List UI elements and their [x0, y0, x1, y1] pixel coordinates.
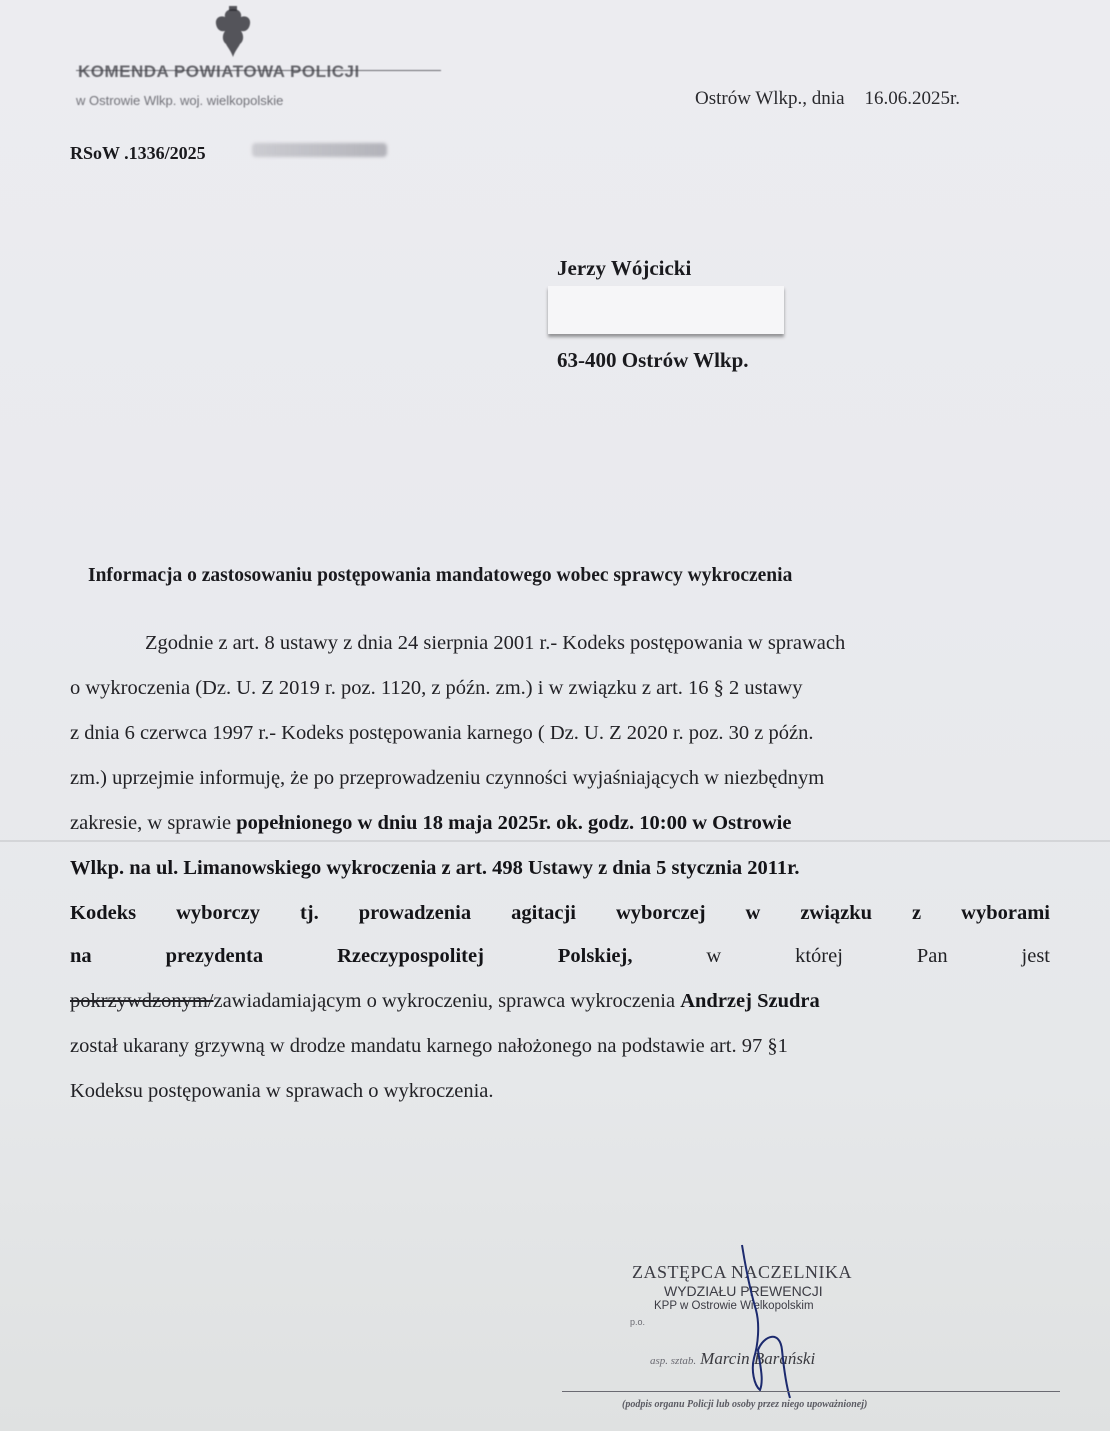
signatory-name: Marcin Barański	[700, 1349, 816, 1368]
word: Kodeks	[70, 902, 137, 924]
word: Pan	[916, 945, 948, 967]
body-line-5-regular: zakresie, w sprawie	[70, 812, 237, 834]
body-line-9	[70, 990, 1050, 1013]
signature-unit: KPP w Ostrowie Wielkopolskim	[654, 1300, 814, 1312]
body-line-7	[70, 902, 1050, 925]
body-line-9-regular: zawiadamiającym o wykroczeniu, sprawca wykroczenia	[213, 990, 681, 1012]
word: Polskiej,	[557, 945, 633, 967]
dateline-date: 16.06.2025r.	[864, 88, 961, 109]
dateline	[695, 88, 960, 110]
eagle-emblem-icon	[208, 5, 258, 60]
body-line-4: zm.) uprzejmie informuję, że po przeprowadzeniu czynności wyjaśniających w niezbędnym	[70, 767, 825, 789]
stamp-smudge	[252, 143, 387, 157]
word: Rzeczypospolitej	[337, 945, 484, 967]
word: wyborczy	[176, 902, 260, 924]
word: związku	[800, 902, 873, 924]
word: na	[70, 945, 92, 967]
body-line-3: z dnia 6 czerwca 1997 r.- Kodeks postępowania karnego ( Dz. U. Z 2020 r. poz. 30 z późn.	[70, 722, 814, 744]
paper-fold	[0, 840, 1110, 842]
signature-line	[562, 1391, 1060, 1392]
body-line-10: został ukarany grzywną w drodze mandatu karnego nałożonego na podstawie art. 97 §1	[70, 1035, 788, 1057]
word: w	[745, 902, 761, 924]
body-line-8	[70, 945, 1050, 968]
word: której	[795, 945, 843, 967]
body-line-11: Kodeksu postępowania w sprawach o wykroczenia.	[70, 1080, 494, 1102]
signatory-rank: asp. sztab.	[650, 1355, 697, 1367]
word: jest	[1021, 945, 1050, 967]
handwritten-signature-icon	[720, 1240, 820, 1400]
word: w	[706, 945, 722, 967]
body-line-6-bold: Wlkp. na ul. Limanowskiego wykroczenia z art. 498 Ustawy z dnia 5 stycznia 2011r.	[70, 857, 800, 879]
signature-caption: (podpis organu Policji lub osoby przez niego upoważnionej)	[622, 1399, 868, 1410]
document-title: Informacja o zastosowaniu postępowania mandatowego wobec sprawcy wykroczenia	[88, 565, 793, 586]
word: prezydenta	[165, 945, 264, 967]
word: wyborami	[961, 902, 1050, 924]
word: tj.	[299, 902, 319, 924]
body-line-5-bold: popełnionego w dniu 18 maja 2025r. ok. godz. 10:00 w Ostrowie	[236, 812, 792, 834]
redacted-address	[548, 286, 784, 334]
word: z	[912, 902, 922, 924]
signature-po: p.o.	[630, 1317, 646, 1327]
offender-name: Andrzej Szudra	[680, 990, 820, 1012]
signature-department: WYDZIAŁU PREWENCJI	[664, 1283, 823, 1299]
recipient-name: Jerzy Wójcicki	[557, 256, 692, 280]
word: wyborczej	[615, 902, 706, 924]
reference-number: RSoW .1336/2025	[70, 143, 206, 163]
body-line-2: o wykroczenia (Dz. U. Z 2019 r. poz. 1120, z późn. zm.) i w związku z art. 16 § 2 ustawy	[70, 677, 803, 699]
body-line-6	[70, 857, 1050, 880]
word: prowadzenia	[358, 902, 472, 924]
recipient-city: 63-400 Ostrów Wlkp.	[557, 348, 749, 372]
body-line-1: Zgodnie z art. 8 ustawy z dnia 24 sierpnia 2001 r.- Kodeks postępowania w sprawach	[145, 632, 846, 654]
stamp-line-2: w Ostrowie Wlkp. woj. wielkopolskie	[76, 93, 284, 108]
body-line-5	[70, 812, 1050, 835]
struck-text: pokrzywdzonym/	[70, 990, 214, 1012]
stamp-line-1: KOMENDA POWIATOWA POLICJI	[78, 62, 360, 81]
word: agitacji	[511, 902, 576, 924]
signature-position: ZASTĘPCA NACZELNIKA	[632, 1262, 852, 1282]
dateline-place: Ostrów Wlkp., dnia	[695, 88, 845, 109]
